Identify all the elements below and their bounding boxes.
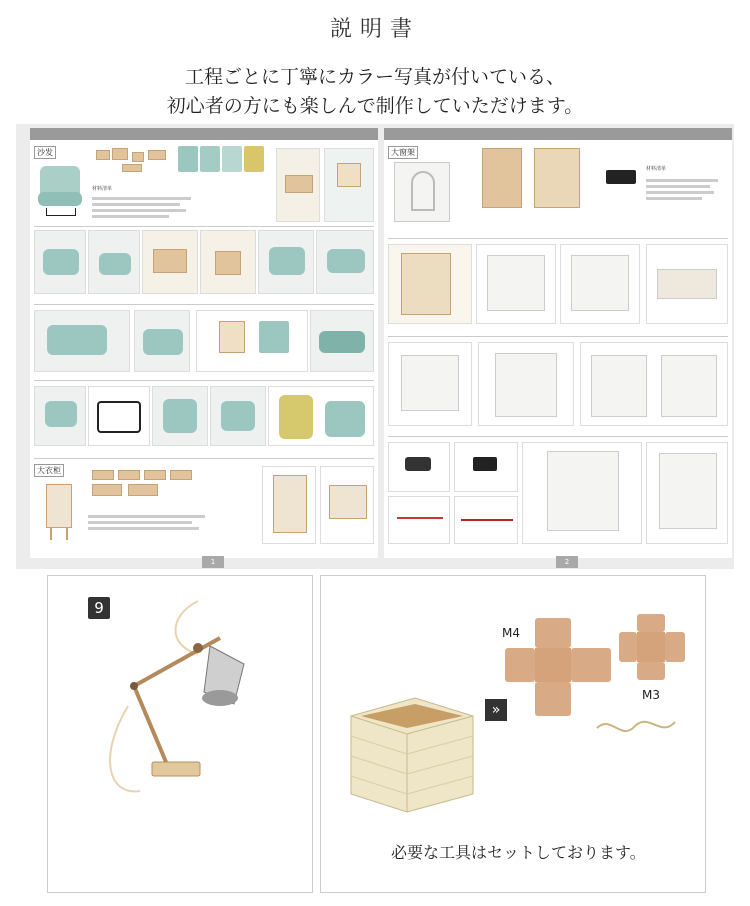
step-image — [34, 310, 130, 372]
materials-list — [646, 176, 726, 216]
subtitle-line-2: 初心者の方にも楽しんで制作していただけます。 — [166, 95, 584, 117]
step-image — [152, 386, 208, 446]
manual-spread — [16, 124, 734, 569]
page-number: 1 — [202, 556, 224, 568]
step-image — [646, 442, 728, 544]
step-image — [388, 244, 472, 324]
step-image — [478, 342, 574, 426]
parts-sheet — [534, 148, 580, 208]
step-image — [88, 230, 140, 294]
step-image — [210, 386, 266, 446]
step-image — [200, 230, 256, 294]
step-image — [560, 244, 640, 324]
step-image — [324, 148, 374, 222]
section-divider — [34, 226, 374, 227]
desk-lamp-image — [48, 576, 314, 894]
step-image — [388, 496, 450, 544]
twine-image — [591, 708, 681, 748]
label-m4: M4 — [502, 626, 520, 640]
cabinet-parts — [88, 466, 228, 506]
step-image — [34, 386, 86, 446]
step-image — [388, 442, 450, 492]
section-divider — [34, 380, 374, 381]
materials-list — [92, 194, 202, 224]
section-divider — [34, 458, 374, 459]
step-image — [454, 496, 518, 544]
step-number-badge: 9 — [88, 597, 110, 619]
step-image — [580, 342, 728, 426]
manual-right-page — [384, 128, 732, 566]
step-image — [476, 244, 556, 324]
tools-card — [320, 575, 706, 893]
cabinet-image — [38, 482, 82, 542]
section-divider — [388, 436, 728, 437]
cardboard-net-small-image — [613, 610, 693, 690]
section-divider — [388, 238, 728, 239]
step-image — [142, 230, 198, 294]
step-image — [196, 310, 308, 372]
page-header-bar — [384, 128, 732, 140]
step-image — [134, 310, 190, 372]
materials-list — [88, 512, 218, 542]
arrow-icon: » — [485, 699, 507, 721]
woven-box-image — [345, 676, 485, 816]
section-divider — [388, 336, 728, 337]
tools-included-text: 必要な工具はセットしております。 — [391, 843, 646, 862]
step-image — [320, 466, 374, 544]
step-image — [646, 244, 728, 324]
step-image — [258, 230, 314, 294]
step-image — [388, 342, 472, 426]
parts-sheet — [482, 148, 522, 208]
step-image — [522, 442, 642, 544]
sofa-image — [36, 162, 84, 222]
step-image — [276, 148, 320, 222]
step-image — [34, 230, 86, 294]
step-image — [268, 386, 374, 446]
header — [0, 0, 750, 128]
step-image — [316, 230, 374, 294]
section-divider — [34, 304, 374, 305]
step-image — [310, 310, 374, 372]
page-header-bar — [30, 128, 378, 140]
section-label-sofa: 沙发 — [34, 146, 56, 159]
step-image — [454, 442, 518, 492]
manual-left-page — [30, 128, 378, 566]
fabric-swatches — [178, 144, 268, 176]
subtitle-line-1: 工程ごとに丁寧にカラー写真が付いている、 — [184, 66, 565, 88]
step-image — [262, 466, 316, 544]
light-kit-image — [606, 170, 636, 184]
parts-sheet — [92, 144, 174, 176]
window-frame-image — [394, 162, 450, 222]
section-label-window-frame: 大窗架 — [388, 146, 418, 159]
label-m3: M3 — [642, 688, 660, 702]
section-label-cabinet: 大衣柜 — [34, 464, 64, 477]
page-number: 2 — [556, 556, 578, 568]
materials-title: 材料清单 — [92, 186, 113, 192]
page-title: 説明書 — [329, 17, 420, 42]
lamp-card — [47, 575, 313, 893]
step-image — [88, 386, 150, 446]
materials-title: 材料清单 — [646, 166, 667, 172]
